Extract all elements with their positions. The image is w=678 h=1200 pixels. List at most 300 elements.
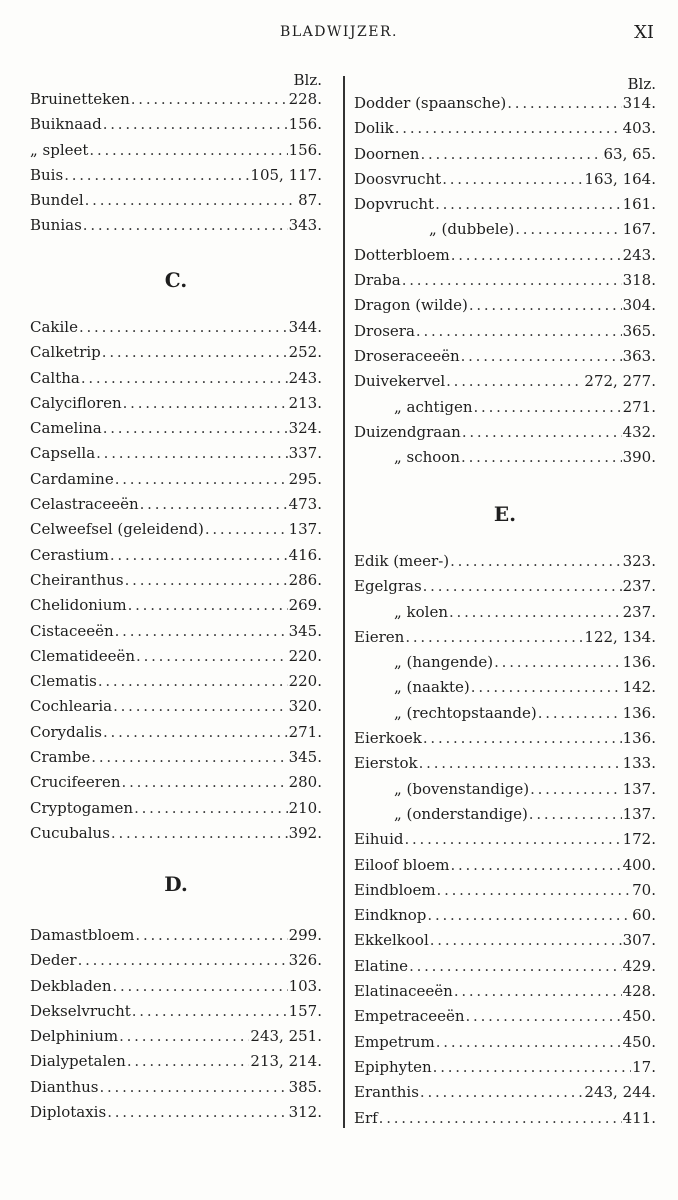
index-term: „ schoon	[394, 448, 461, 467]
index-term: „ spleet	[30, 140, 89, 159]
dot-leader	[98, 672, 288, 690]
dot-leader	[102, 343, 288, 361]
index-entry	[30, 394, 322, 419]
index-term: Eranthis	[354, 1083, 419, 1102]
index-page-ref: 142.	[622, 678, 656, 697]
dot-leader	[111, 824, 288, 842]
index-entry	[30, 1027, 322, 1052]
index-page-ref: 337.	[288, 444, 322, 463]
index-page-ref: 295.	[288, 469, 322, 488]
index-entry	[354, 1033, 656, 1058]
dot-leader	[449, 603, 622, 621]
dot-leader	[420, 1083, 584, 1101]
index-term: Eiloof bloem	[354, 855, 450, 874]
index-term: „ (naakte)	[394, 678, 470, 697]
dot-leader	[85, 191, 298, 209]
index-entry	[30, 216, 322, 241]
index-term: Doornen	[354, 144, 420, 163]
entry-group-c	[30, 318, 322, 849]
index-entry	[354, 94, 656, 119]
index-entry	[354, 628, 656, 653]
page-column-label: Blz.	[293, 71, 322, 89]
index-entry	[30, 520, 322, 545]
index-entry	[354, 398, 656, 423]
dot-leader	[409, 957, 622, 975]
index-term: Dekbladen	[30, 976, 112, 995]
dot-leader	[404, 830, 621, 848]
index-page-ref: 307.	[622, 931, 656, 950]
dot-leader	[119, 1027, 249, 1045]
index-entry	[354, 805, 656, 830]
index-page-ref: 213.	[288, 393, 322, 412]
index-entry	[30, 571, 322, 596]
index-entry	[354, 830, 656, 855]
dot-leader	[419, 754, 622, 772]
index-entry	[354, 220, 656, 245]
index-page-ref: 416.	[288, 545, 322, 564]
dot-leader	[466, 1007, 622, 1025]
index-entry	[30, 90, 322, 115]
index-entry	[354, 729, 656, 754]
index-term: Ekkelkool	[354, 931, 429, 950]
dot-leader	[132, 1002, 288, 1020]
index-entry	[30, 369, 322, 394]
index-term: Delphinium	[30, 1027, 119, 1046]
dot-leader	[461, 347, 622, 365]
index-page-ref: 280.	[288, 773, 322, 792]
index-entry	[354, 296, 656, 321]
dot-leader	[96, 444, 287, 462]
running-head	[0, 22, 678, 46]
dot-leader	[395, 119, 622, 137]
index-entry	[354, 577, 656, 602]
dot-leader	[205, 520, 288, 538]
dot-leader	[462, 423, 622, 441]
index-entry	[354, 881, 656, 906]
index-page-ref: 318.	[622, 271, 656, 290]
page-column-label: Blz.	[627, 75, 656, 93]
index-term: Empetraceeën	[354, 1007, 465, 1026]
dot-leader	[79, 318, 288, 336]
index-entry	[354, 448, 656, 473]
dot-leader	[435, 195, 622, 213]
dot-leader	[530, 780, 621, 798]
dot-leader	[131, 90, 288, 108]
dot-leader	[83, 216, 288, 234]
index-term: Camelina	[30, 419, 102, 438]
index-page-ref: 345.	[288, 748, 322, 767]
letter-heading-e: E.	[493, 502, 517, 526]
index-page-ref: 163, 164.	[584, 169, 656, 188]
index-term: Dianthus	[30, 1077, 99, 1096]
dot-leader	[125, 571, 288, 589]
index-term: Draba	[354, 271, 401, 290]
dot-leader	[379, 1109, 622, 1127]
column-divider	[343, 76, 345, 1128]
index-entry	[30, 977, 322, 1002]
index-term: Egelgras	[354, 577, 422, 596]
index-entry	[30, 824, 322, 849]
index-page-ref: 137.	[288, 520, 322, 539]
dot-leader	[113, 697, 287, 715]
index-entry	[354, 271, 656, 296]
index-entry	[30, 470, 322, 495]
index-page-ref: 243.	[288, 368, 322, 387]
index-page-ref: 473.	[288, 495, 322, 514]
index-term: „ (dubbele)	[429, 220, 515, 239]
index-entry	[30, 166, 322, 191]
index-page-ref: 17.	[632, 1057, 656, 1076]
dot-leader	[433, 1058, 631, 1076]
index-entry	[354, 678, 656, 703]
index-entry	[30, 419, 322, 444]
index-entry	[354, 372, 656, 397]
index-entry	[30, 318, 322, 343]
index-entry	[354, 195, 656, 220]
dot-leader	[450, 552, 621, 570]
index-term: Crucifeeren	[30, 773, 121, 792]
index-term: Crambe	[30, 748, 91, 767]
dot-leader	[134, 799, 288, 817]
index-term: Cerastium	[30, 545, 109, 564]
letter-heading-c: C.	[164, 268, 188, 292]
index-page-ref: 161.	[622, 195, 656, 214]
dot-leader	[430, 931, 622, 949]
index-term: Calycifloren	[30, 393, 122, 412]
dot-leader	[135, 926, 287, 944]
index-entry	[354, 246, 656, 271]
index-term: Capsella	[30, 444, 96, 463]
index-page-ref: 326.	[288, 951, 322, 970]
index-page-ref: 324.	[288, 419, 322, 438]
index-page-ref: 365.	[622, 321, 656, 340]
index-page-ref: 320.	[288, 697, 322, 716]
index-term: Cardamine	[30, 469, 114, 488]
index-term: Eierstok	[354, 754, 418, 773]
index-entry	[30, 546, 322, 571]
index-term: Eihuid	[354, 830, 404, 849]
index-page-ref: 243, 244.	[584, 1083, 656, 1102]
index-page-ref: 428.	[622, 982, 656, 1001]
dot-leader	[469, 296, 622, 314]
dot-leader	[91, 748, 287, 766]
index-term: Cheiranthus	[30, 570, 124, 589]
index-entry	[354, 347, 656, 372]
dot-leader	[446, 372, 583, 390]
index-entry	[354, 1007, 656, 1032]
index-page-ref: 269.	[288, 596, 322, 615]
index-term: „ (hangende)	[394, 653, 494, 672]
index-entry	[354, 931, 656, 956]
index-term: Corydalis	[30, 722, 102, 741]
index-page-ref: 450.	[622, 1007, 656, 1026]
index-term: Dotterbloem	[354, 245, 450, 264]
index-page-ref: 286.	[288, 570, 322, 589]
index-term: Caltha	[30, 368, 80, 387]
index-term: Buiknaad	[30, 115, 102, 134]
entry-group-d-left	[30, 926, 322, 1128]
index-term: Dragon (wilde)	[354, 296, 468, 315]
index-term: Drosera	[354, 321, 415, 340]
index-entry	[354, 552, 656, 577]
index-term: Cakile	[30, 318, 78, 336]
index-page-ref: 429.	[622, 956, 656, 975]
index-page-ref: 237.	[622, 602, 656, 621]
index-entry	[354, 957, 656, 982]
index-entry	[30, 748, 322, 773]
index-entry	[354, 1058, 656, 1083]
index-page-ref: 243.	[622, 245, 656, 264]
index-entry	[30, 444, 322, 469]
dot-leader	[123, 394, 288, 412]
dot-leader	[538, 704, 622, 722]
index-page-ref: 70.	[632, 880, 656, 899]
dot-leader	[89, 141, 287, 159]
index-entry	[354, 145, 656, 170]
index-page-ref: 136.	[622, 729, 656, 748]
index-page-ref: 136.	[622, 703, 656, 722]
dot-leader	[136, 647, 288, 665]
dot-leader	[423, 577, 622, 595]
dot-leader	[427, 906, 631, 924]
dot-leader	[122, 773, 288, 791]
index-entry	[354, 982, 656, 1007]
index-page-ref: 156.	[288, 115, 322, 134]
dot-leader	[140, 495, 288, 513]
index-term: Elatine	[354, 956, 409, 975]
index-page-ref: 60.	[632, 906, 656, 925]
index-page-ref: 157.	[288, 1001, 322, 1020]
index-term: Bunias	[30, 216, 82, 235]
index-page-ref: 167.	[622, 220, 656, 239]
index-page-ref: 272, 277.	[584, 372, 656, 391]
dot-leader	[423, 729, 622, 747]
index-entry	[30, 1052, 322, 1077]
entry-group-e	[354, 552, 656, 1134]
index-entry	[354, 322, 656, 347]
index-entry	[30, 191, 322, 216]
index-term: Dodder (spaansche)	[354, 94, 507, 112]
index-term: Eierkoek	[354, 729, 422, 748]
dot-leader	[103, 723, 288, 741]
dot-leader	[64, 166, 249, 184]
index-term: „ (rechtopstaande)	[394, 703, 537, 722]
index-entry	[354, 653, 656, 678]
index-entry	[354, 754, 656, 779]
index-page-ref: 156.	[288, 140, 322, 159]
index-term: Droseraceeën	[354, 346, 460, 365]
index-entry	[30, 672, 322, 697]
dot-leader	[515, 220, 621, 238]
index-term: Cochlearia	[30, 697, 113, 716]
index-term: Damastbloem	[30, 926, 135, 944]
index-page-ref: 237.	[622, 577, 656, 596]
index-page-ref: 122, 134.	[584, 627, 656, 646]
index-term: Bruinetteken	[30, 90, 130, 108]
dot-leader	[507, 94, 621, 112]
index-entry	[30, 926, 322, 951]
index-entry	[30, 697, 322, 722]
index-page-ref: 271.	[288, 722, 322, 741]
index-term: Diplotaxis	[30, 1103, 107, 1122]
index-page-ref: 252.	[288, 343, 322, 362]
dot-leader	[450, 856, 621, 874]
index-entry	[30, 622, 322, 647]
index-entry	[30, 647, 322, 672]
index-page-ref: 172.	[622, 830, 656, 849]
index-entry	[30, 1002, 322, 1027]
index-page-ref: 344.	[288, 318, 322, 336]
index-page-ref: 403.	[622, 119, 656, 138]
index-term: Dolik	[354, 119, 394, 138]
dot-leader	[402, 271, 622, 289]
index-entry	[354, 856, 656, 881]
index-page-ref: 385.	[288, 1077, 322, 1096]
index-page-ref: 210.	[288, 798, 322, 817]
entry-group-d-right	[354, 94, 656, 473]
index-page-ref: 323.	[622, 552, 656, 570]
dot-leader	[474, 398, 622, 416]
index-term: „ kolen	[394, 602, 448, 621]
index-page-ref: 87.	[298, 191, 322, 210]
index-entry	[30, 596, 322, 621]
index-entry	[354, 906, 656, 931]
index-term: Doosvrucht	[354, 169, 442, 188]
index-term: Eindbloem	[354, 880, 436, 899]
index-page-ref: 105, 117.	[250, 165, 322, 184]
dot-leader	[442, 170, 583, 188]
dot-leader	[78, 951, 288, 969]
index-page-ref: 411.	[622, 1108, 656, 1127]
dot-leader	[416, 322, 622, 340]
dot-leader	[115, 470, 288, 488]
dot-leader	[81, 369, 288, 387]
index-term: Bundel	[30, 191, 84, 210]
index-page-ref: 363.	[622, 346, 656, 365]
index-page-ref: 137.	[622, 804, 656, 823]
index-term: Duivekervel	[354, 372, 446, 391]
page-number: XI	[634, 22, 654, 43]
dot-leader	[454, 982, 622, 1000]
dot-leader	[420, 145, 602, 163]
dot-leader	[451, 246, 622, 264]
index-term: Clematis	[30, 672, 97, 691]
index-term: Celweefsel (geleidend)	[30, 520, 204, 539]
dot-leader	[461, 448, 622, 466]
index-entry	[30, 115, 322, 140]
index-page-ref: 304.	[622, 296, 656, 315]
index-term: Cistaceeën	[30, 621, 114, 640]
index-term: „ achtigen	[394, 397, 473, 416]
dot-leader	[103, 419, 288, 437]
index-page-ref: 314.	[622, 94, 656, 112]
dot-leader	[437, 881, 632, 899]
index-page-ref: 299.	[288, 926, 322, 944]
index-entry	[30, 773, 322, 798]
index-term: Cryptogamen	[30, 798, 134, 817]
index-term: Edik (meer-)	[354, 552, 450, 570]
index-page-ref: 343.	[288, 216, 322, 235]
index-page-ref: 271.	[622, 397, 656, 416]
running-title: BLADWIJZER.	[280, 24, 398, 40]
index-entry	[354, 170, 656, 195]
index-page-ref: 312.	[288, 1103, 322, 1122]
index-term: Erf	[354, 1108, 378, 1127]
dot-leader	[405, 628, 583, 646]
letter-heading-d: D.	[164, 872, 188, 896]
dot-leader	[128, 596, 288, 614]
index-page-ref: 400.	[622, 855, 656, 874]
index-term: Deder	[30, 951, 77, 970]
index-page-ref: 137.	[622, 779, 656, 798]
index-entry	[354, 119, 656, 144]
index-term: „ (onderstandige)	[394, 804, 528, 823]
dot-leader	[529, 805, 622, 823]
index-entry	[354, 603, 656, 628]
index-page-ref: 220.	[288, 646, 322, 665]
index-page-ref: 345.	[288, 621, 322, 640]
index-page-ref: 392.	[288, 823, 322, 842]
index-entry	[30, 1078, 322, 1103]
dot-leader	[436, 1033, 622, 1051]
dot-leader	[127, 1052, 250, 1070]
index-term: Dialypetalen	[30, 1052, 126, 1071]
index-entry	[30, 495, 322, 520]
index-term: Eindknop	[354, 906, 427, 925]
index-term: Duizendgraan	[354, 422, 461, 441]
index-entry	[30, 141, 322, 166]
index-term: Clematideeën	[30, 646, 136, 665]
index-term: Empetrum	[354, 1032, 435, 1051]
dot-leader	[112, 977, 287, 995]
index-page-ref: 432.	[622, 422, 656, 441]
index-term: Dopvrucht	[354, 195, 435, 214]
index-page-ref: 63, 65.	[603, 144, 656, 163]
index-entry	[30, 1103, 322, 1128]
index-term: Celastraceeën	[30, 495, 139, 514]
dot-leader	[99, 1078, 287, 1096]
index-term: Dekselvrucht	[30, 1001, 131, 1020]
index-term: Elatinaceeën	[354, 982, 453, 1001]
index-page-ref: 228.	[288, 90, 322, 108]
index-page-ref: 220.	[288, 672, 322, 691]
index-term: „ (bovenstandige)	[394, 779, 530, 798]
index-page-ref: 103.	[288, 976, 322, 995]
index-entry	[354, 780, 656, 805]
index-entry	[354, 1109, 656, 1134]
index-entry	[30, 951, 322, 976]
index-entry	[30, 723, 322, 748]
index-entry	[354, 704, 656, 729]
dot-leader	[107, 1103, 287, 1121]
index-term: Eieren	[354, 627, 405, 646]
index-page-ref: 136.	[622, 653, 656, 672]
index-term: Buis	[30, 165, 64, 184]
dot-leader	[471, 678, 622, 696]
index-term: Calketrip	[30, 343, 101, 362]
index-page-ref: 213, 214.	[250, 1052, 322, 1071]
index-term: Cucubalus	[30, 823, 110, 842]
index-page-ref: 133.	[622, 754, 656, 773]
index-term: Epiphyten	[354, 1057, 432, 1076]
dot-leader	[115, 622, 288, 640]
entry-group-b	[30, 90, 322, 242]
index-entry	[30, 343, 322, 368]
index-page-ref: 243, 251.	[250, 1027, 322, 1046]
dot-leader	[103, 115, 288, 133]
dot-leader	[494, 653, 621, 671]
dot-leader	[110, 546, 288, 564]
